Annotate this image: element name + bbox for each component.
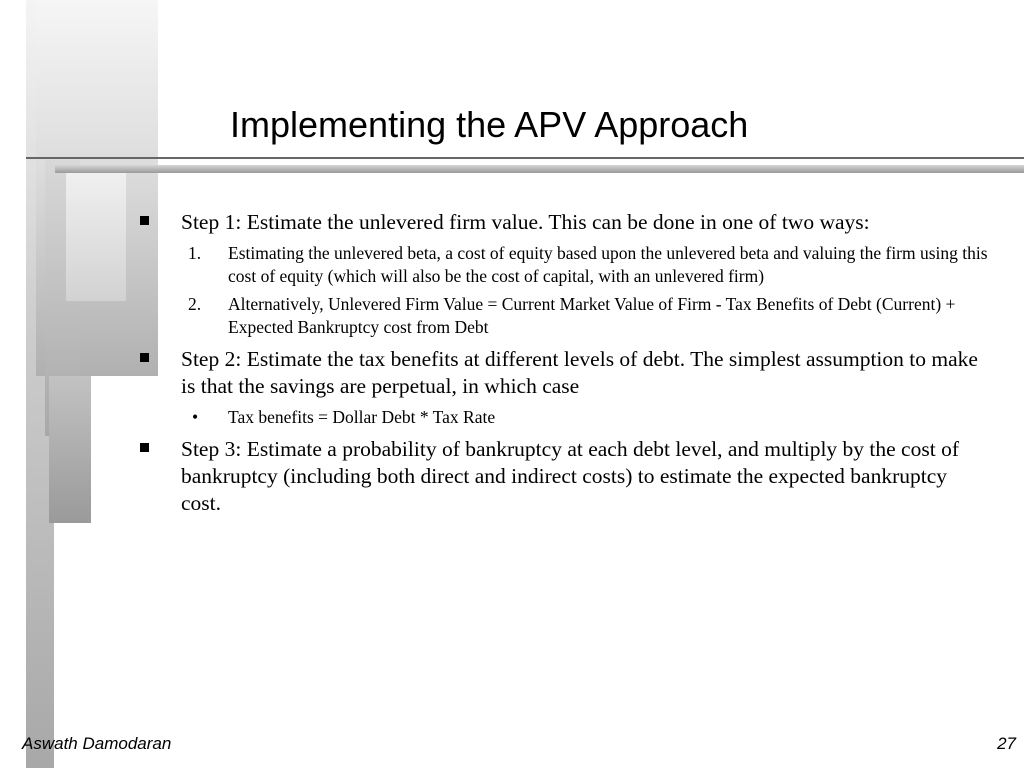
title-divider-bar: [55, 165, 1024, 173]
bullet-step-2: [140, 346, 990, 400]
bullet-step-3: [140, 436, 990, 517]
slide-title: Implementing the APV Approach: [230, 104, 749, 145]
sub-item-text: Estimating the unlevered beta, a cost of equity based upon the unlevered beta and valuing the firm using this cost of equity (which will also be the cost of capital, with an unlevered firm): [228, 243, 988, 286]
list-number: 2.: [188, 294, 202, 314]
bullet-text: Step 3: Estimate a probability of bankruptcy at each debt level, and multiply by the cost of bankruptcy (including both direct and indirect costs) to estimate the expected bankruptcy cost.: [181, 437, 959, 515]
sub-item-2: [140, 293, 990, 339]
slide-content: [140, 209, 990, 525]
dot-bullet-icon: •: [192, 407, 199, 427]
decor-bar-4: [66, 172, 126, 301]
sub-item-text: Alternatively, Unlevered Firm Value = Current Market Value of Firm - Tax Benefits of Debt (Current) + Expected Bankruptcy cost from Debt: [228, 294, 956, 337]
square-bullet-icon: [140, 216, 149, 225]
sub-item-1: [140, 242, 990, 288]
bullet-text: Step 1: Estimate the unlevered firm value. This can be done in one of two ways:: [181, 210, 870, 234]
sub-item-tax-benefits: [140, 406, 990, 429]
bullet-text: Step 2: Estimate the tax benefits at different levels of debt. The simplest assumption to make is that the savings are perpetual, in which case: [181, 347, 978, 398]
title-divider-line: [26, 157, 1024, 159]
sub-item-text: Tax benefits = Dollar Debt * Tax Rate: [228, 407, 496, 427]
square-bullet-icon: [140, 353, 149, 362]
bullet-step-1: [140, 209, 990, 236]
decor-bar-5: [49, 376, 91, 523]
footer-author: Aswath Damodaran: [22, 734, 172, 753]
square-bullet-icon: [140, 443, 149, 452]
footer-page-number: 27: [997, 734, 1016, 753]
list-number: 1.: [188, 243, 202, 263]
